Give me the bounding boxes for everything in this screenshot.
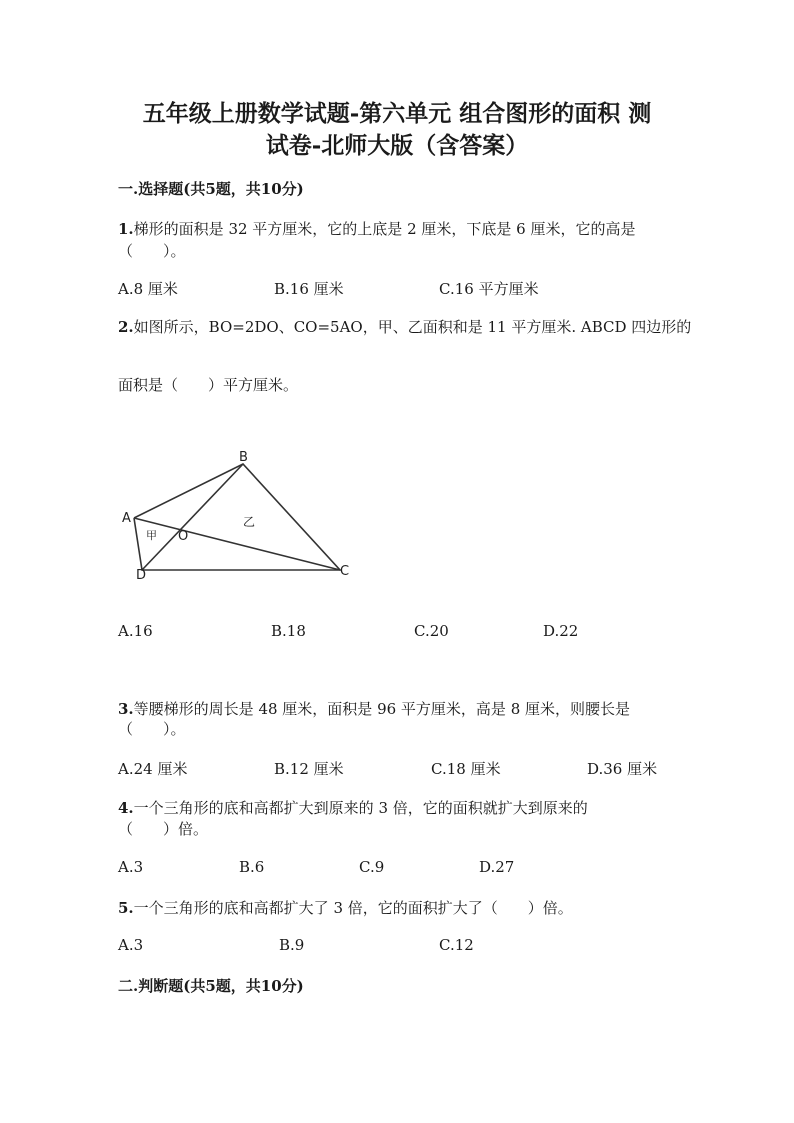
question-1-option-a: A.8 厘米 (118, 280, 178, 298)
question-3-text: 等腰梯形的周长是 48 厘米，面积是 96 平方厘米，高是 8 厘米，则腰长是 (133, 700, 631, 718)
question-3-option-d: D.36 厘米 (587, 760, 658, 778)
question-2-line-2: 面积是（ ）平方厘米。 (118, 376, 299, 394)
question-3-line-1 (118, 698, 630, 719)
question-1-text: 梯形的面积是 32 平方厘米，它的上底是 2 厘米，下底是 6 厘米，它的高是 (133, 220, 636, 238)
section-1-heading: 一.选择题(共5题，共10分) (118, 180, 304, 198)
question-4-option-a: A.3 (118, 858, 144, 876)
question-5-text: 一个三角形的底和高都扩大了 3 倍，它的面积扩大了（ ）倍。 (133, 899, 573, 917)
question-3-option-c: C.18 厘米 (431, 760, 501, 778)
question-4-option-c: C.9 (359, 858, 385, 876)
question-5-option-c: C.12 (439, 936, 474, 954)
question-3-option-b: B.12 厘米 (274, 760, 344, 778)
question-5-line-1 (118, 897, 573, 918)
figure-label-o: O (178, 529, 189, 544)
question-4-option-d: D.27 (479, 858, 515, 876)
question-5-number: 5. (118, 899, 134, 917)
question-3-option-a: A.24 厘米 (118, 760, 188, 778)
figure-label-a: A (122, 511, 131, 526)
question-5-option-a: A.3 (118, 936, 144, 954)
figure-label-b: B (239, 450, 248, 465)
figure-label-d: D (136, 568, 147, 583)
question-3-line-2: （ ）。 (118, 720, 186, 738)
figure-label-yi: 乙 (243, 515, 256, 529)
question-4-line-2: （ ）倍。 (118, 820, 209, 838)
title-line-2: 试卷-北师大版（含答案） (265, 132, 529, 159)
question-2-option-d: D.22 (543, 622, 579, 640)
title-line-1: 五年级上册数学试题-第六单元 组合图形的面积 测 (142, 100, 652, 127)
question-4-option-b: B.6 (239, 858, 265, 876)
question-4-number: 4. (118, 799, 134, 817)
question-2-text: 如图所示，BO=2DO、CO=5AO，甲、乙面积和是 11 平方厘米. ABCD 四边形的 (133, 318, 692, 336)
figure-label-jia: 甲 (146, 529, 157, 542)
question-1-option-c: C.16 平方厘米 (439, 280, 539, 298)
question-2-number: 2. (118, 318, 134, 336)
question-1-option-b: B.16 厘米 (274, 280, 344, 298)
section-2-heading: 二.判断题(共5题，共10分) (118, 977, 304, 995)
question-4-text: 一个三角形的底和高都扩大到原来的 3 倍，它的面积就扩大到原来的 (133, 799, 588, 817)
question-2-option-b: B.18 (271, 622, 306, 640)
question-2-option-c: C.20 (414, 622, 449, 640)
question-1-line-2: （ ）。 (118, 242, 186, 260)
question-5-option-b: B.9 (279, 936, 305, 954)
question-2-option-a: A.16 (118, 622, 153, 640)
question-3-number: 3. (118, 700, 134, 718)
question-1-number: 1. (118, 220, 134, 238)
question-4-line-1 (118, 797, 588, 818)
figure-label-c: C (340, 564, 350, 579)
